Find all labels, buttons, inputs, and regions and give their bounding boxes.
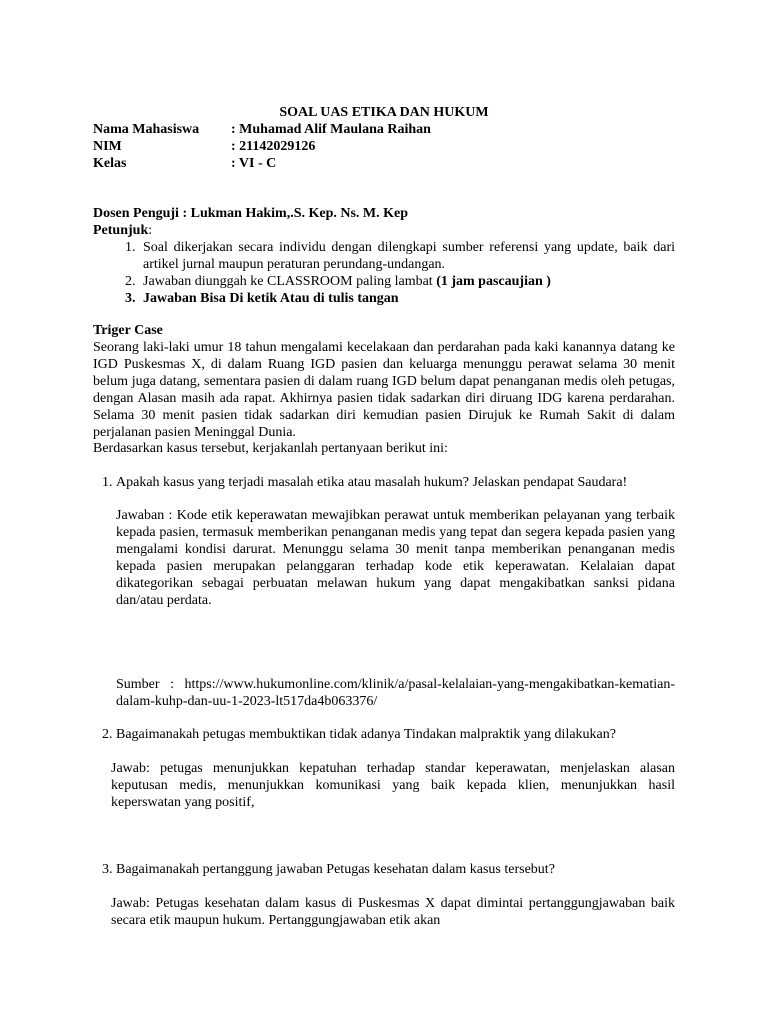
identity-label: Kelas: [93, 156, 127, 171]
identity-value: : Muhamad Alif Maulana Raihan: [231, 122, 431, 137]
question-3: [93, 861, 675, 878]
instruction-item-text: Jawaban diunggah ke CLASSROOM paling lambat: [143, 274, 437, 289]
answer-2: Jawab: petugas menunjukkan kepatuhan terhadap standar keperawatan, menjelaskan alasan keputusan medis, menunjukkan komunikasi yang baik kepada klien, menunjukkan hasil keperswatan yang positif,: [111, 761, 675, 810]
identity-value: : VI - C: [231, 156, 277, 171]
instruction-item-deadline: (1 jam pascaujian ): [436, 274, 551, 289]
instructions-heading: [93, 222, 675, 239]
instruction-item: 1. Soal dikerjakan secara individu dengan dilengkapi sumber referensi yang update, baik dari artikel jurnal maupun peraturan perundang-undangan.: [139, 239, 675, 273]
identity-row-nim: [93, 138, 675, 155]
answer-3: Jawab: Petugas kesehatan dalam kasus di Puskesmas X dapat dimintai pertanggungjawaban baik secara etik maupun hukum. Pertanggungjawaban etik akan: [111, 896, 675, 928]
instructions-list: [93, 239, 675, 307]
case-heading: Triger Case: [93, 323, 163, 338]
question-2-text: 2. Bagaimanakah petugas membuktikan tidak adanya Tindakan malpraktik yang dilakukan?: [116, 726, 675, 743]
identity-label: NIM: [93, 139, 122, 154]
instructions-heading-colon: :: [148, 223, 153, 238]
question-2: [93, 726, 675, 743]
case-text: Seorang laki-laki umur 18 tahun mengalami kecelakaan dan perdarahan pada kaki kanannya datang ke IGD Puskesmas X, di dalam Ruang IGD pasien dan keluarga menunggu perawat selama 30 menit belum juga datang, sementara pasien di dalam ruang IGD belum dapat penanganan medis oleh petugas, dengan Alasan masih ada rapat. Akhirnya pasien tidak sadarkan diri diruang IDG karena perdarahan. Selama 30 menit pasien tidak sadarkan diri kemudian pasien Dirujuk ke Rumah Sakit di dalam perjalanan pasien Meninggal Dunia.: [93, 340, 675, 440]
identity-label: Nama Mahasiswa: [93, 122, 200, 137]
question-1-text: 1. Apakah kasus yang terjadi masalah etika atau masalah hukum? Jelaskan pendapat Saudara!: [116, 474, 675, 491]
instructions-heading-text: Petunjuk: [93, 223, 149, 238]
document-title: SOAL UAS ETIKA DAN HUKUM: [279, 105, 489, 120]
instruction-item: [139, 273, 675, 290]
student-identity: [93, 121, 675, 172]
identity-value: : 21142029126: [231, 139, 316, 154]
identity-row-class: [93, 155, 675, 172]
answer-1: Jawaban : Kode etik keperawatan mewajibkan perawat untuk memberikan pelayanan yang terbaik kepada pasien, termasuk memberikan penanganan medis yang tepat dan segera kepada pasien yang mengalami kondisi darurat. Menunggu selama 30 menit tanpa memberikan penanganan medis kepada pasien merupakan pelanggaran terhadap kode etik keperawatan. Kelalaian dapat dikategorikan sebagai perbuatan melawan hukum yang dapat mengakibatkan sanksi pidana dan/atau perdata.: [116, 508, 675, 608]
question-3-text: 3. Bagaimanakah pertanggung jawaban Petugas kesehatan dalam kasus tersebut?: [116, 861, 675, 878]
question-1: [93, 474, 675, 491]
source-reference: Sumber : https://www.hukumonline.com/klinik/a/pasal-kelalaian-yang-mengakibatkan-kematian-dalam-kuhp-dan-uu-1-2023-lt517da4b063376/: [116, 677, 675, 709]
examiner-line: Dosen Penguji : Lukman Hakim,.S. Kep. Ns. M. Kep: [93, 206, 409, 221]
identity-row-name: [93, 121, 675, 138]
case-prompt: Berdasarkan kasus tersebut, kerjakanlah pertanyaan berikut ini:: [93, 441, 448, 456]
instruction-item: 3. Jawaban Bisa Di ketik Atau di tulis tangan: [139, 290, 675, 307]
